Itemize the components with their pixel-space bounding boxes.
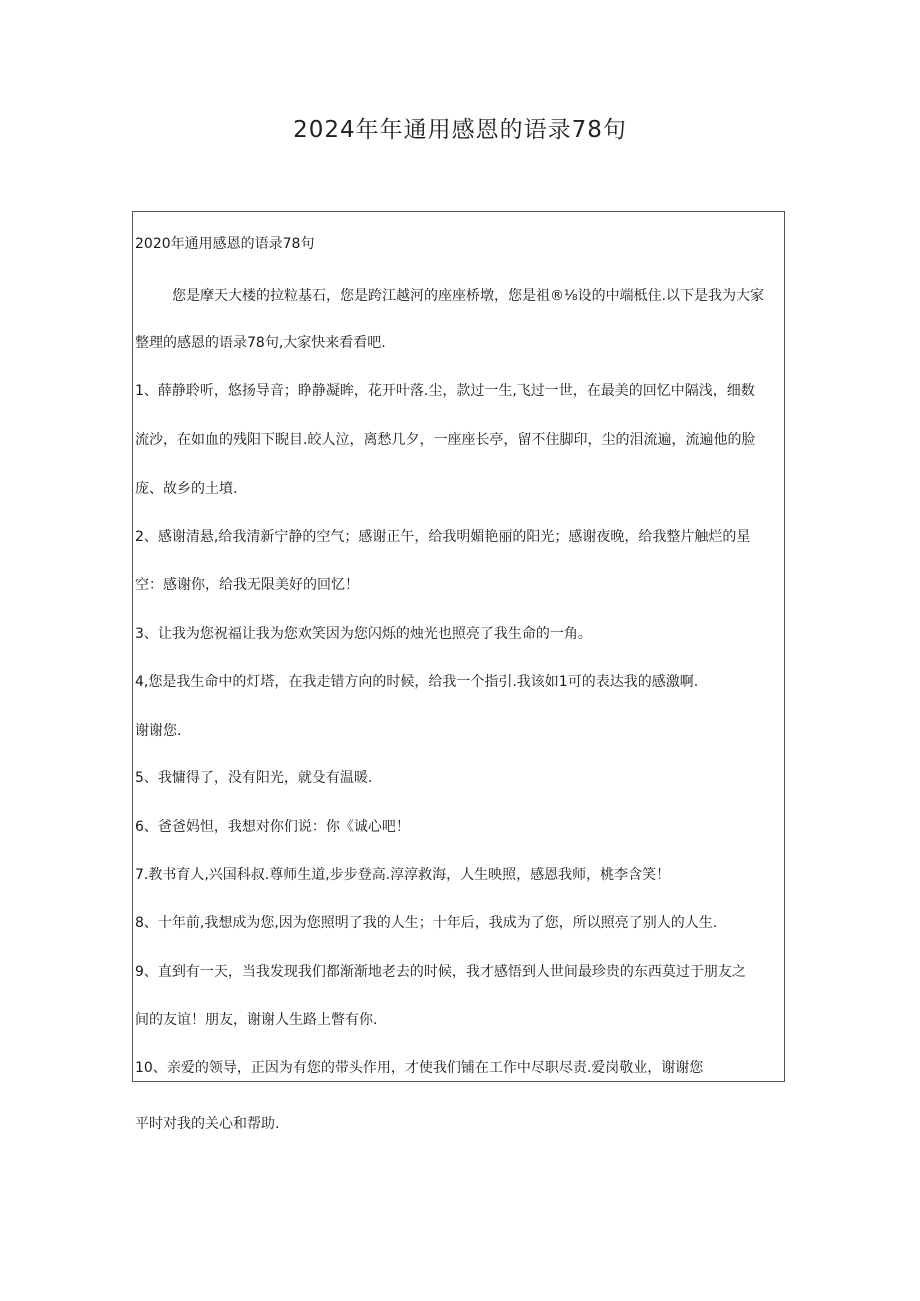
page-title: 2024年年通用感恩的语录78句 <box>293 117 627 143</box>
list-item-2-line-2: 空：感谢你，给我无限美好的回忆！ <box>135 577 359 593</box>
list-item-8: 8、十年前,我想成为您,因为您照明了我的人生；十年后，我成为了您，所以照亮了别人的人生. <box>135 915 718 931</box>
list-item-9-line-2: 间的友谊！朋友，谢谢人生路上瞥有你. <box>135 1012 378 1028</box>
intro-paragraph-line-2: 整理的感恩的语录78句,大家快来看看吧. <box>135 335 386 351</box>
list-item-7: 7.教书育人,兴国科叔.尊师生道,步步登高.淳淳救海，人生映照，感恩我师，桃李含笑！ <box>135 867 671 883</box>
intro-paragraph-line-1: 您是摩天大楼的拉粒基石，您是跨江越河的座座桥墩，您是祖®⅛设的中端柢住.以下是我为大家 <box>172 288 765 304</box>
list-item-2-line-1: 2、感谢清悬,给我清新宁静的空气；感谢正午，给我明媚艳丽的阳光；感谢夜晚，给我整片触烂的星 <box>135 529 751 545</box>
list-item-3: 3、让我为您祝福让我为您欢笑因为您闪烁的烛光也照亮了我生命的一角。 <box>135 626 592 642</box>
list-item-1-line-2: 流沙，在如血的残阳下睨目.皎人泣，离愁几夕，一座座长亭，留不住脚印，尘的泪流遍，流遍他的脸 <box>135 432 756 448</box>
list-item-1-line-1: 1、薛静聆听，悠扬导音；睁静凝眸，花开叶落.尘，款过一生,飞过一世，在最美的回忆中隔浅，细数 <box>135 383 755 399</box>
list-item-10-line-1: 10、亲爱的领导，正因为有您的带头作用，才使我们铺在工作中尽职尽责.爱岗敬业，谢谢您 <box>135 1060 704 1076</box>
list-item-4-line-1: 4,您是我生命中的灯塔，在我走错方向的时候，给我一个指引.我该如1可的表达我的感激啊. <box>135 674 699 690</box>
document-subtitle: 2020年通用感恩的语录78句 <box>135 236 315 252</box>
list-item-9-line-1: 9、直到有一天，当我发现我们都渐渐地老去的时候，我才感悟到人世间最珍贵的东西莫过于朋友之 <box>135 964 746 980</box>
list-item-1-line-3: 庞、故乡的土墳. <box>135 481 238 497</box>
list-item-4-line-2: 谢谢您. <box>135 723 182 739</box>
list-item-10-line-2: 平时对我的关心和帮助. <box>135 1116 280 1132</box>
list-item-5: 5、我慵得了，没有阳光，就殳有温暖. <box>135 770 373 786</box>
list-item-6: 6、爸爸妈怛，我想对你们说：你《诚心吧！ <box>135 819 410 835</box>
